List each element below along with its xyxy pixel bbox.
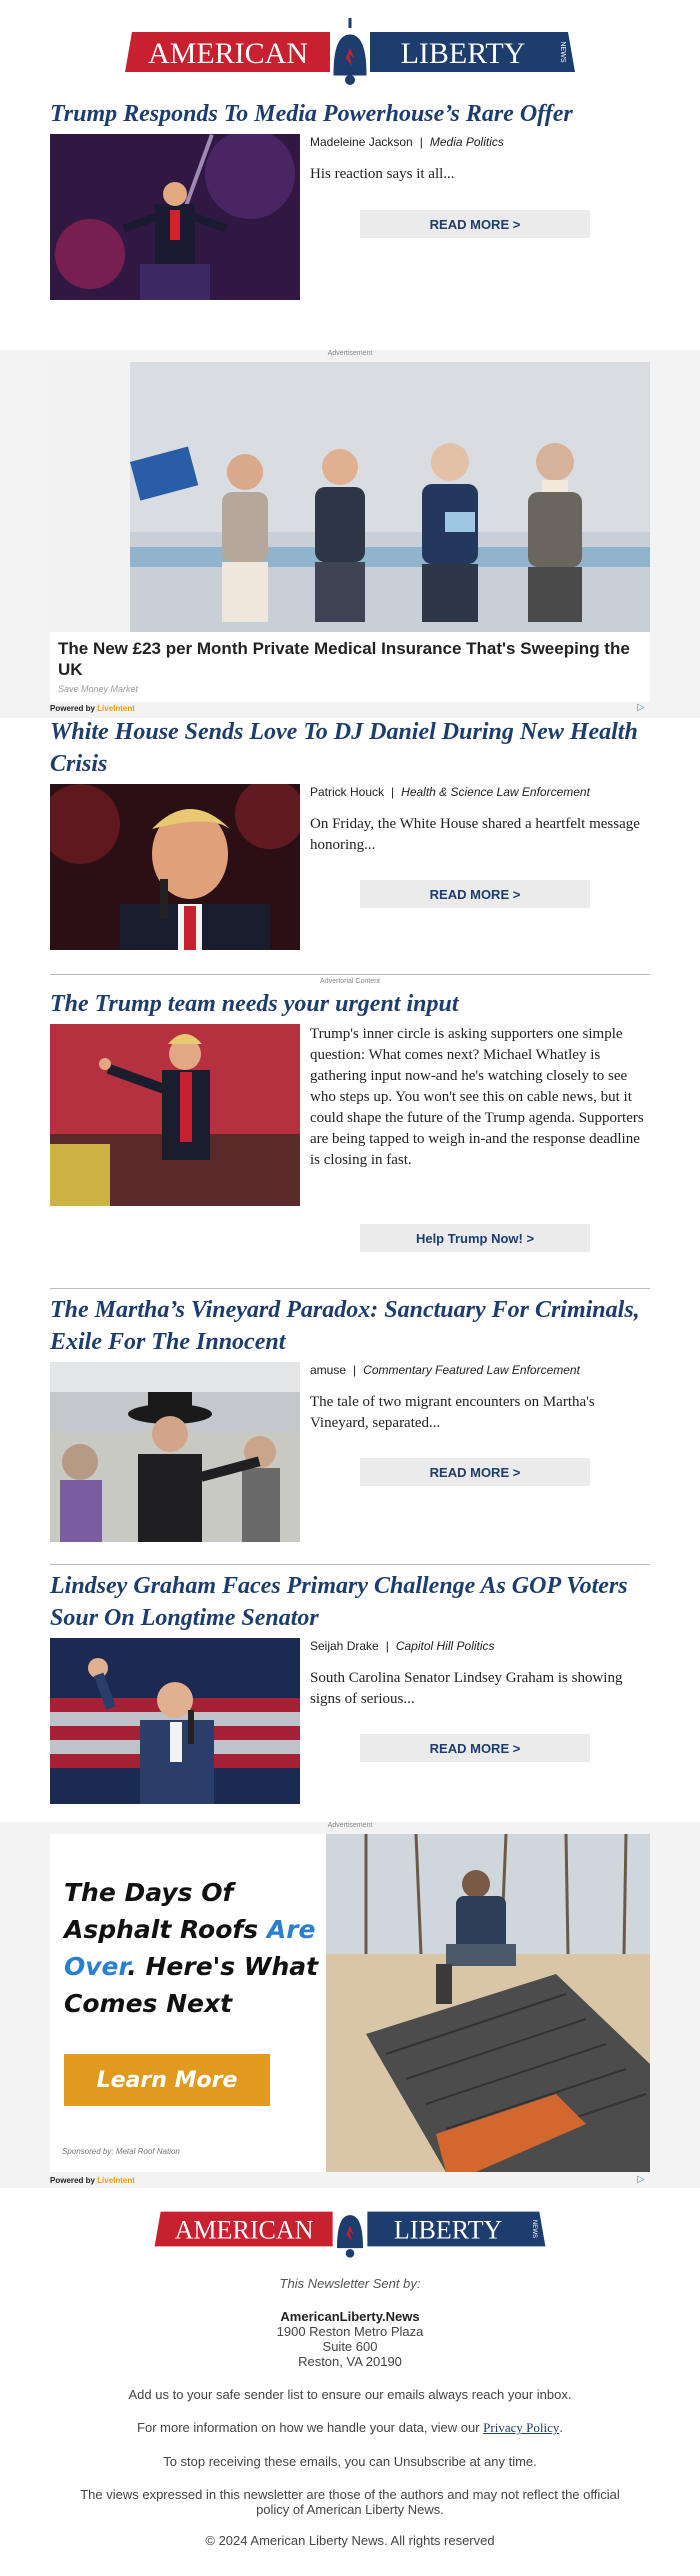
article-author: Madeleine Jackson (310, 135, 413, 149)
address-line: 1900 Reston Metro Plaza (276, 2324, 424, 2339)
read-more-button[interactable]: READ MORE > (360, 1734, 590, 1762)
article-category[interactable]: Capitol Hill Politics (395, 1639, 495, 1653)
ad-label: Advertisement (327, 1822, 373, 1829)
article-teaser: South Carolina Senator Lindsey Graham is showing signs of serious... (310, 1670, 623, 1707)
svg-text:AMERICAN: AMERICAN (174, 2215, 314, 2245)
powered-by[interactable]: Powered by LiveIntent (50, 704, 135, 713)
article-author: Patrick Houck (310, 785, 385, 799)
ad-sponsor: Sponsored by: Metal Roof Nation (62, 2147, 180, 2156)
american-liberty-logo (150, 2196, 550, 2262)
liveintent-logo: LiveIntent (97, 704, 135, 713)
adchoices-icon[interactable]: ▷ (637, 2174, 645, 2185)
article-teaser: On Friday, the White House shared a heartfelt message honoring... (310, 816, 640, 853)
article-image[interactable] (50, 134, 300, 300)
read-more-button[interactable]: READ MORE > (360, 1458, 590, 1486)
footer-logo[interactable] (0, 2196, 700, 2262)
learn-more-button[interactable]: Learn More (64, 2054, 270, 2106)
adchoices-icon[interactable]: ▷ (637, 702, 645, 713)
article-teaser: His reaction says it all... (310, 166, 455, 182)
article-meta: Seijah Drake | Capitol Hill Politics (310, 1639, 495, 1653)
read-more-button[interactable]: READ MORE > (360, 210, 590, 238)
svg-text:NEWS: NEWS (559, 41, 566, 63)
article-teaser: Trump's inner circle is asking supporters one simple question: What comes next? Michael Whatley is gathering input now-and he's watching closely to see who steps up. You won't see this on cable news, but it could shape the future of the Trump agenda. Supporters are being tapped to weigh in-and the response deadline is closing in fast. (310, 1026, 644, 1168)
article-meta: Madeleine Jackson | Media Politics (310, 135, 504, 149)
views-disclaimer: The views expressed in this newsletter are those of the authors and may not reflect the official policy of American Liberty News. (80, 2487, 620, 2517)
sent-by: This Newsletter Sent by: (279, 2276, 421, 2291)
svg-text:LIBERTY: LIBERTY (393, 2215, 503, 2245)
article-title[interactable]: The Martha’s Vineyard Paradox: Sanctuary For Criminals, Exile For The Innocent (50, 1297, 640, 1355)
svg-text:LIBERTY: LIBERTY (400, 37, 526, 70)
article-author: Seijah Drake (310, 1639, 379, 1653)
company-name: AmericanLiberty.News (280, 2309, 420, 2324)
address-line: Reston, VA 20190 (298, 2354, 402, 2369)
ad-caption[interactable] (50, 632, 650, 702)
privacy-note: For more information on how we handle your data, view our Privacy Policy. (137, 2420, 563, 2435)
article-title[interactable]: White House Sends Love To DJ Daniel During New Health Crisis (50, 719, 638, 777)
ad-source: Save Money Market (58, 684, 139, 694)
help-trump-button[interactable]: Help Trump Now! > (360, 1224, 590, 1252)
copyright: © 2024 American Liberty News. All rights reserved (205, 2533, 495, 2548)
footer (0, 2276, 700, 2548)
article-image[interactable] (50, 1362, 300, 1542)
article-3 (50, 1294, 650, 1544)
article-image[interactable] (50, 1024, 300, 1206)
roof-ad-headline[interactable]: The Days Of Asphalt Roofs Are Over. Here's What Comes Next (64, 1878, 319, 2018)
ad-label: Advertisement (327, 350, 373, 357)
read-more-button[interactable]: READ MORE > (360, 880, 590, 908)
svg-text:NEWS: NEWS (531, 2219, 538, 2239)
header-logo[interactable] (0, 14, 700, 90)
article-image[interactable] (50, 1638, 300, 1804)
advertorial-article (50, 988, 650, 1264)
article-title[interactable]: The Trump team needs your urgent input (50, 991, 459, 1017)
american-liberty-logo (120, 14, 580, 90)
article-title[interactable]: Trump Responds To Media Powerhouse’s Rare Offer (50, 101, 573, 127)
article-image[interactable] (50, 784, 300, 950)
article-meta: Patrick Houck | Health & Science Law Enforcement (310, 785, 590, 799)
divider (50, 1564, 650, 1565)
article-2 (50, 716, 650, 954)
unsubscribe-note[interactable]: To stop receiving these emails, you can Unsubscribe at any time. (163, 2454, 537, 2469)
liveintent-logo: LiveIntent (97, 2176, 135, 2185)
safe-sender-note: Add us to your safe sender list to ensure our emails always reach your inbox. (128, 2387, 572, 2402)
ad-image[interactable] (50, 362, 650, 632)
divider (50, 1288, 650, 1289)
privacy-policy-link[interactable]: Privacy Policy (483, 2420, 560, 2435)
article-category[interactable]: Media Politics (429, 135, 504, 149)
article-meta: amuse | Commentary Featured Law Enforcement (310, 1363, 580, 1377)
article-author: amuse (310, 1363, 347, 1377)
advertorial-label: Advertorial Content (320, 978, 380, 985)
article-teaser: The tale of two migrant encounters on Martha's Vineyard, separated... (310, 1394, 595, 1431)
powered-by[interactable]: Powered by LiveIntent (50, 2176, 135, 2185)
article-4 (50, 1570, 650, 1806)
svg-text:AMERICAN: AMERICAN (147, 37, 309, 70)
divider (50, 974, 650, 975)
roof-ad[interactable] (50, 1834, 650, 2172)
address-line: Suite 600 (322, 2339, 378, 2354)
article-title[interactable]: Lindsey Graham Faces Primary Challenge As GOP Voters Sour On Longtime Senator (50, 1573, 628, 1631)
ad-headline[interactable]: The New £23 per Month Private Medical Insurance That's Sweeping the UK (58, 639, 630, 679)
article-1 (50, 98, 650, 304)
roof-image (326, 1834, 650, 2172)
article-category[interactable]: Health & Science Law Enforcement (401, 785, 590, 799)
article-category[interactable]: Commentary Featured Law Enforcement (363, 1363, 580, 1377)
